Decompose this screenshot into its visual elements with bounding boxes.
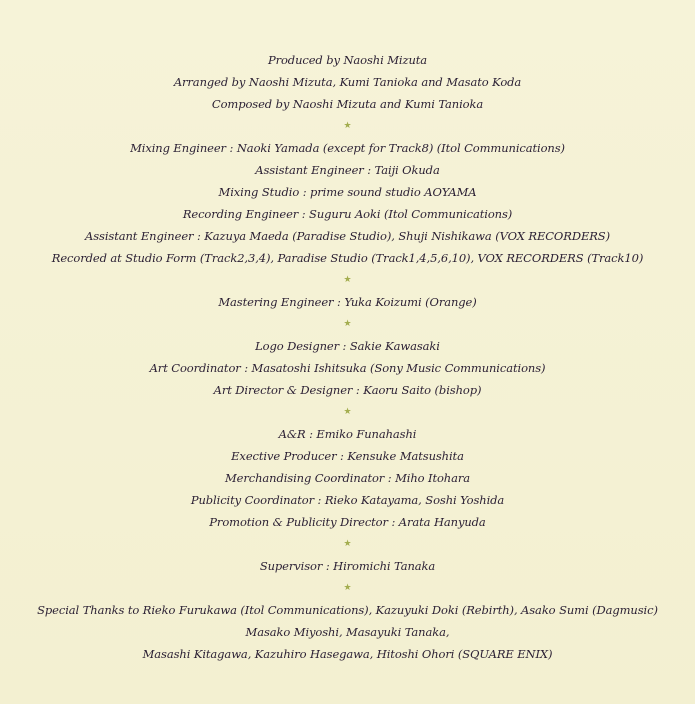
credit-line: Art Director & Designer : Kaoru Saito (bishop) xyxy=(213,383,482,397)
credit-line: Exective Producer : Kensuke Matsushita xyxy=(231,449,464,463)
credit-line: Assistant Engineer : Taiji Okuda xyxy=(255,163,440,177)
star-divider-icon: ★ xyxy=(343,275,352,285)
star-divider-icon: ★ xyxy=(343,121,352,131)
credit-line: Art Coordinator : Masatoshi Ishitsuka (Sony Music Communications) xyxy=(149,361,546,375)
credit-line: A&R : Emiko Funahashi xyxy=(278,427,417,441)
credits-section-management xyxy=(0,423,695,533)
credit-line: Produced by Naoshi Mizuta xyxy=(267,53,428,67)
star-divider-icon: ★ xyxy=(343,583,352,593)
credits-section-mastering xyxy=(0,291,695,313)
credit-line: Recorded at Studio Form (Track2,3,4), Paradise Studio (Track1,4,5,6,10), VOX RECORDERS (Track10) xyxy=(51,251,644,265)
credits-section-production xyxy=(0,49,695,115)
credit-line: Mixing Engineer : Naoki Yamada (except for Track8) (Itol Communications) xyxy=(130,141,565,155)
credit-line: Masako Miyoshi, Masayuki Tanaka, xyxy=(245,625,450,639)
credit-line: Publicity Coordinator : Rieko Katayama, Soshi Yoshida xyxy=(190,493,505,507)
star-divider-icon: ★ xyxy=(343,407,352,417)
credit-line: Composed by Naoshi Mizuta and Kumi Tanioka xyxy=(211,97,484,111)
credits-section-special-thanks xyxy=(0,599,695,665)
credit-line: Promotion & Publicity Director : Arata Hanyuda xyxy=(209,515,486,529)
credit-line: Merchandising Coordinator : Miho Itohara xyxy=(224,471,471,485)
credit-line: Assistant Engineer : Kazuya Maeda (Paradise Studio), Shuji Nishikawa (VOX RECORDERS) xyxy=(85,229,610,243)
credit-line: Logo Designer : Sakie Kawasaki xyxy=(255,339,440,353)
credits-section-supervisor xyxy=(0,555,695,577)
credit-line: Masashi Kitagawa, Kazuhiro Hasegawa, Hitoshi Ohori (SQUARE ENIX) xyxy=(142,647,553,661)
credits-section-engineering xyxy=(0,137,695,269)
credit-line: Supervisor : Hiromichi Tanaka xyxy=(259,559,436,573)
credit-line: Special Thanks to Rieko Furukawa (Itol Communications), Kazuyuki Doki (Rebirth), Asako Sumi (Dagmusic) xyxy=(37,603,658,617)
credit-line: Mixing Studio : prime sound studio AOYAMA xyxy=(218,185,477,199)
star-divider-icon: ★ xyxy=(343,539,352,549)
credit-line: Recording Engineer : Suguru Aoki (Itol Communications) xyxy=(182,207,513,221)
star-divider-icon: ★ xyxy=(343,319,352,329)
credits-section-design xyxy=(0,335,695,401)
credit-line: Arranged by Naoshi Mizuta, Kumi Tanioka and Masato Koda xyxy=(173,75,522,89)
credit-line: Mastering Engineer : Yuka Koizumi (Orange) xyxy=(218,295,477,309)
